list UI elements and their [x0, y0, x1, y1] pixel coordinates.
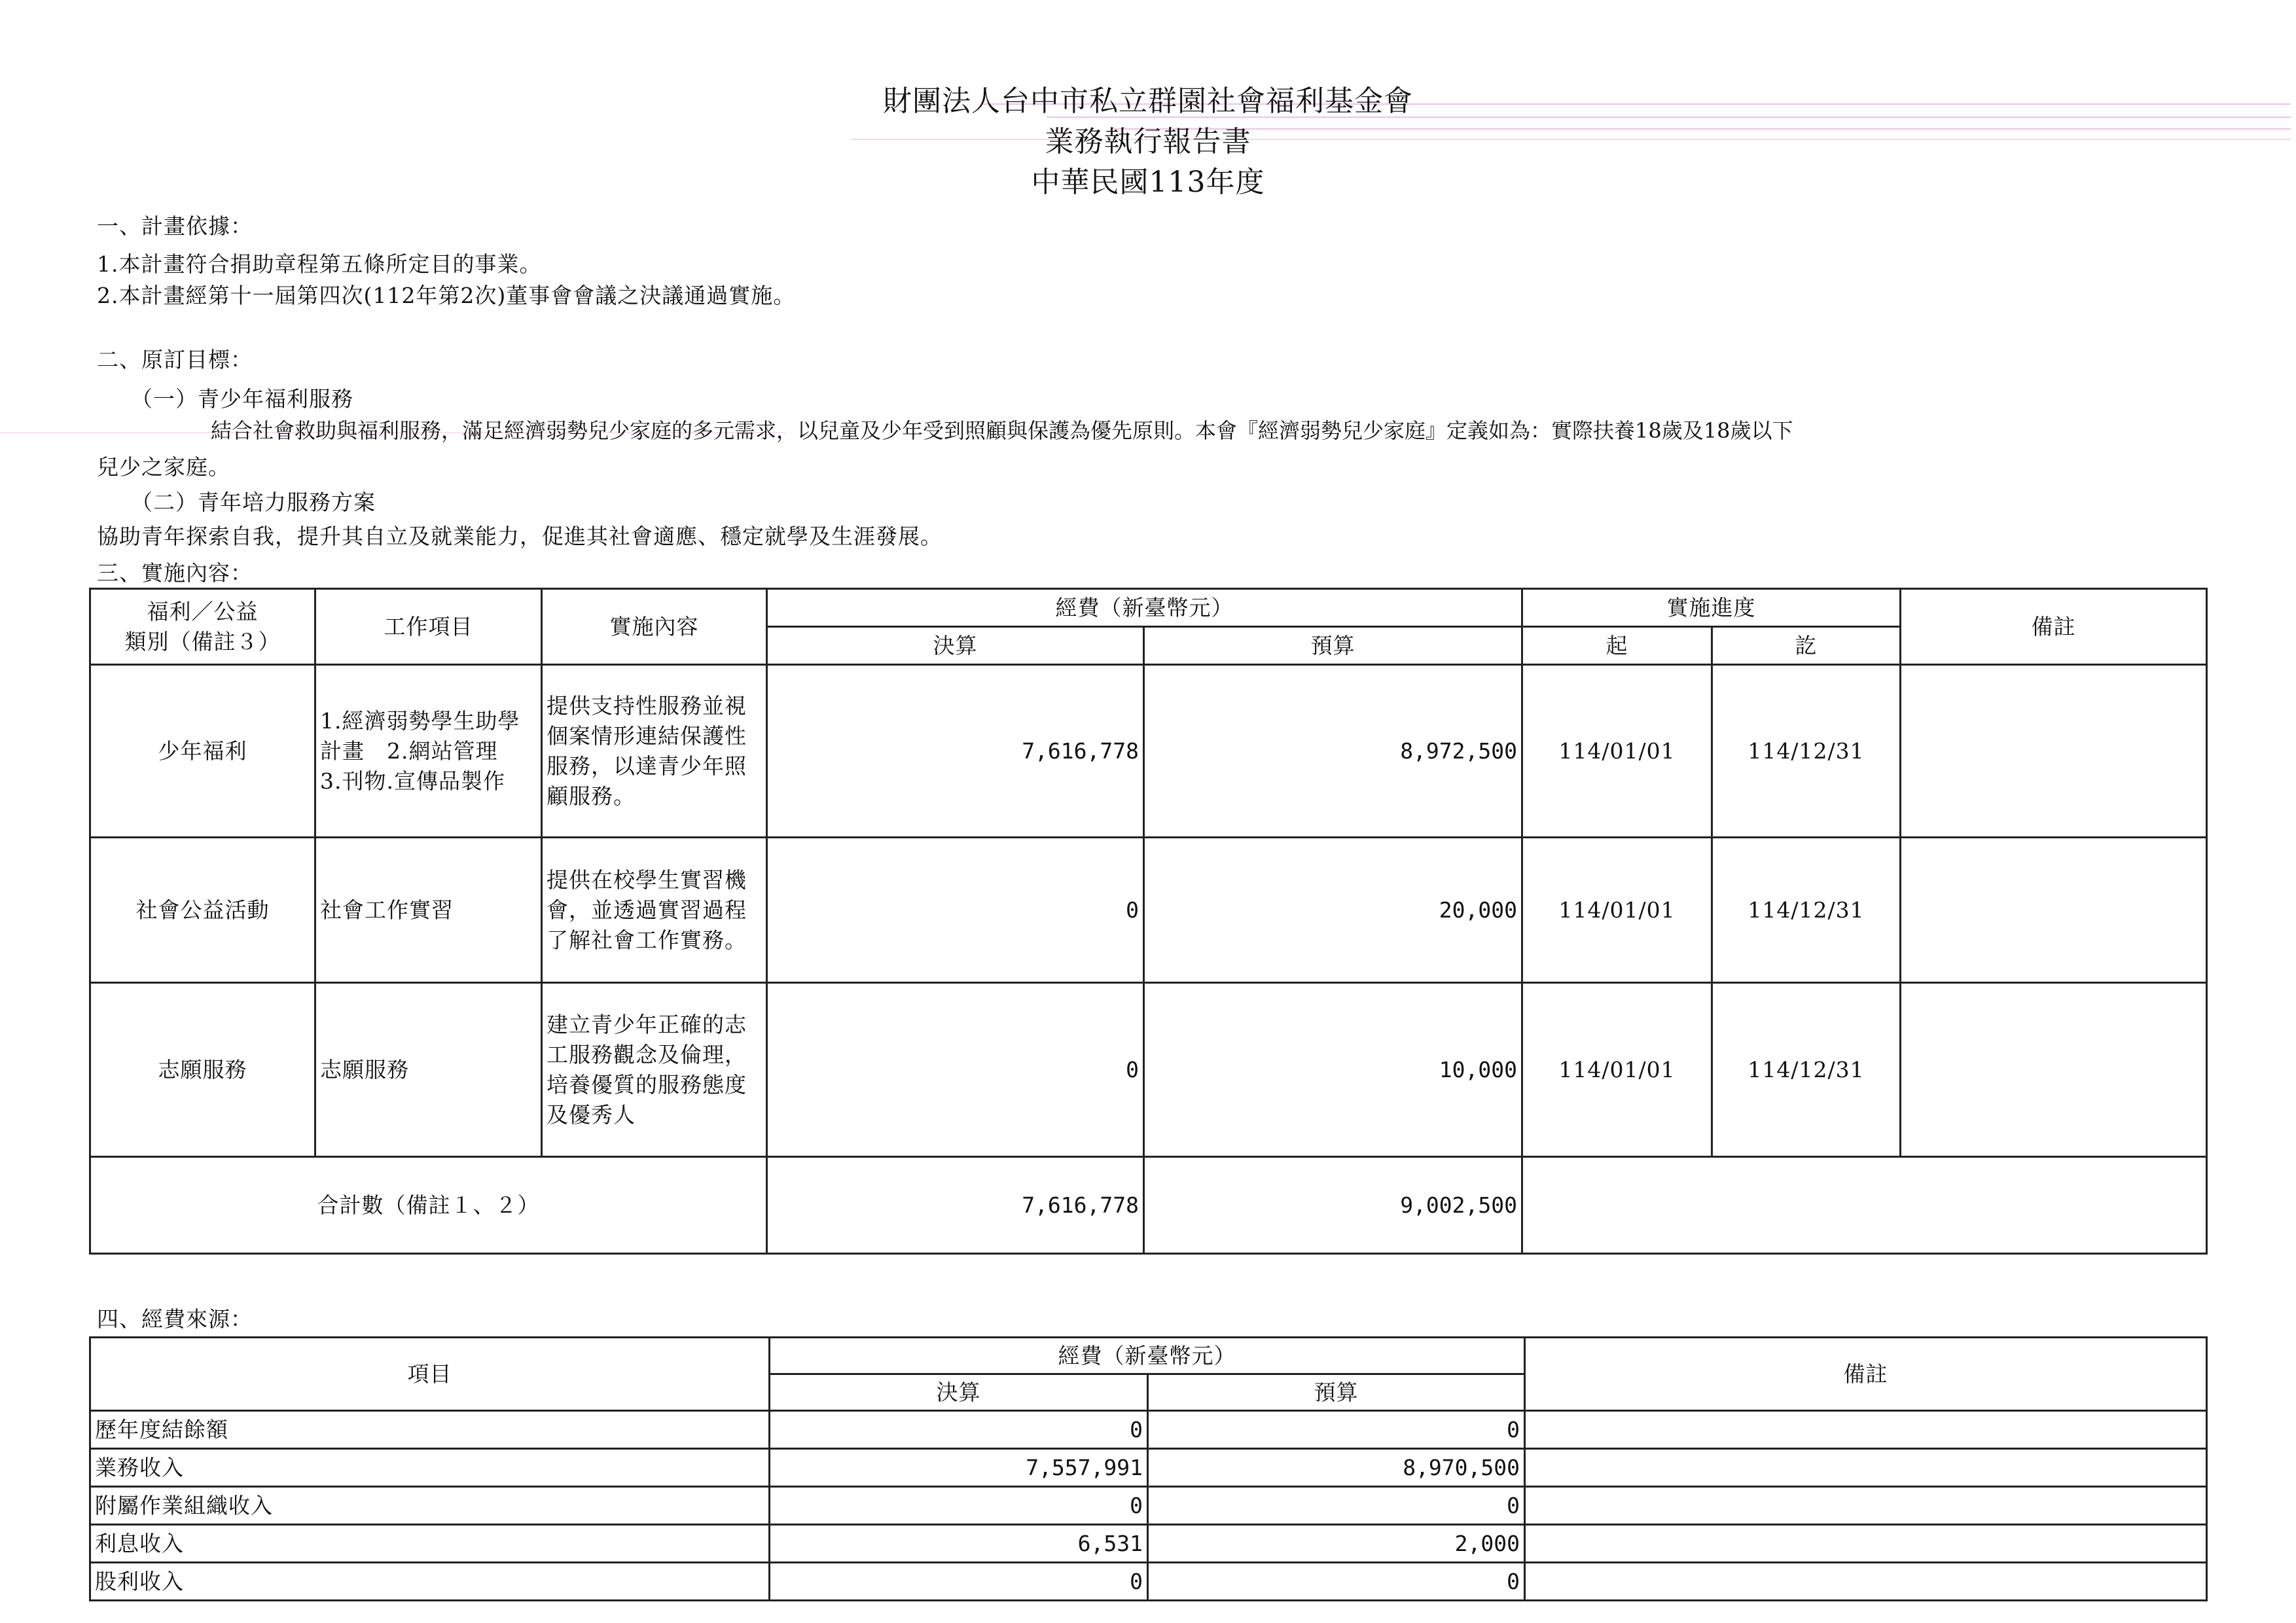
header-category-line1: 福利／公益 [147, 598, 259, 624]
table-row [90, 1449, 2207, 1487]
header-content: 實施內容 [542, 589, 767, 665]
section1-heading: 一、計畫依據： [97, 213, 253, 239]
header-start: 起 [1522, 627, 1712, 665]
cell-work: 1.經濟弱勢學生助學計畫 2.網站管理 3.刊物.宣傳品製作 [315, 665, 542, 838]
cell-budget: 0 [1148, 1487, 1525, 1525]
funding-header-funds: 經費（新臺幣元） [770, 1338, 1525, 1374]
cell-item: 利息收入 [90, 1525, 770, 1563]
report-year: 中華民國113年度 [1031, 166, 1265, 199]
cell-remarks [1525, 1449, 2207, 1487]
cell-work: 志願服務 [315, 983, 542, 1157]
table-row [90, 838, 2207, 983]
cell-actual: 0 [767, 838, 1144, 983]
cell-budget: 2,000 [1148, 1525, 1525, 1563]
funding-table [89, 1336, 2208, 1601]
cell-budget: 0 [1148, 1563, 1525, 1601]
cell-content: 提供在校學生實習機會，並透過實習過程了解社會工作實務。 [542, 838, 767, 983]
cell-end: 114/12/31 [1712, 838, 1901, 983]
section3-heading: 三、實施內容： [97, 560, 253, 586]
cell-actual: 6,531 [770, 1525, 1148, 1563]
cell-remarks [1901, 838, 2207, 983]
table-row [90, 665, 2207, 838]
table-total-row [90, 1157, 2207, 1254]
section1-item: 1.本計畫符合捐助章程第五條所定目的事業。 [97, 251, 542, 277]
section2-sub1-text-cont: 兒少之家庭。 [97, 454, 230, 480]
cell-end: 114/12/31 [1712, 665, 1901, 838]
cell-category: 少年福利 [90, 665, 315, 838]
cell-budget: 8,972,500 [1144, 665, 1522, 838]
cell-item: 歷年度結餘額 [90, 1411, 770, 1449]
cell-budget: 20,000 [1144, 838, 1522, 983]
header-work-item: 工作項目 [315, 589, 542, 665]
table-row [90, 1525, 2207, 1563]
funding-header-remarks: 備註 [1525, 1338, 2207, 1411]
cell-total-label: 合計數（備註１、２） [90, 1157, 767, 1254]
cell-actual: 0 [770, 1487, 1148, 1525]
cell-remarks [1901, 983, 2207, 1157]
header-budget: 預算 [1144, 627, 1522, 665]
header-end: 訖 [1712, 627, 1901, 665]
cell-budget: 0 [1148, 1411, 1525, 1449]
section2-sub2-title: （二）青年培力服務方案 [131, 490, 376, 515]
section1-item: 2.本計畫經第十一屆第四次(112年第2次)董事會會議之決議通過實施。 [97, 283, 796, 308]
section2-sub1-text: 結合社會救助與福利服務，滿足經濟弱勢兒少家庭的多元需求，以兒童及少年受到照顧與保護為優先原則。本會『經濟弱勢兒少家庭』定義如為：實際扶養18歲及18歲以下 [211, 418, 1793, 443]
cell-remarks [1525, 1525, 2207, 1563]
header-category [90, 589, 315, 665]
cell-budget: 8,970,500 [1148, 1449, 1525, 1487]
cell-remarks [1901, 665, 2207, 838]
table-row [90, 983, 2207, 1157]
cell-start: 114/01/01 [1522, 838, 1712, 983]
cell-work: 社會工作實習 [315, 838, 542, 983]
cell-content: 提供支持性服務並視個案情形連結保護性服務，以達青少年照顧服務。 [542, 665, 767, 838]
org-title: 財團法人台中市私立群園社會福利基金會 [883, 84, 1413, 118]
section2-sub1-title: （一）青少年福利服務 [131, 386, 353, 412]
cell-remarks [1525, 1563, 2207, 1601]
header-remarks: 備註 [1901, 589, 2207, 665]
cell-actual: 7,557,991 [770, 1449, 1148, 1487]
cell-item: 股利收入 [90, 1563, 770, 1601]
header-category-line2: 類別（備註３） [124, 628, 281, 654]
cell-remarks [1525, 1487, 2207, 1525]
funding-header-item: 項目 [90, 1338, 770, 1411]
cell-item: 業務收入 [90, 1449, 770, 1487]
funding-header-actual: 決算 [770, 1374, 1148, 1411]
cell-item: 附屬作業組織收入 [90, 1487, 770, 1525]
cell-category: 志願服務 [90, 983, 315, 1157]
cell-end: 114/12/31 [1712, 983, 1901, 1157]
table-row [90, 1563, 2207, 1601]
cell-actual: 0 [767, 983, 1144, 1157]
table-row [90, 1487, 2207, 1525]
cell-actual: 7,616,778 [767, 665, 1144, 838]
section2-sub2-text: 協助青年探索自我，提升其自立及就業能力，促進其社會適應、穩定就學及生涯發展。 [97, 524, 942, 549]
header-actual: 決算 [767, 627, 1144, 665]
header-funds: 經費（新臺幣元） [767, 589, 1522, 627]
cell-actual: 0 [770, 1563, 1148, 1601]
table-header-row [90, 589, 2207, 627]
cell-total-budget: 9,002,500 [1144, 1157, 1522, 1254]
cell-content: 建立青少年正確的志工服務觀念及倫理，培養優質的服務態度及優秀人 [542, 983, 767, 1157]
cell-total-remarks [1522, 1157, 2207, 1254]
cell-remarks [1525, 1411, 2207, 1449]
header-progress: 實施進度 [1522, 589, 1901, 627]
cell-budget: 10,000 [1144, 983, 1522, 1157]
cell-actual: 0 [770, 1411, 1148, 1449]
cell-start: 114/01/01 [1522, 983, 1712, 1157]
section4-heading: 四、經費來源： [97, 1306, 253, 1332]
cell-category: 社會公益活動 [90, 838, 315, 983]
implementation-table [89, 588, 2208, 1255]
cell-total-actual: 7,616,778 [767, 1157, 1144, 1254]
funding-header-row [90, 1338, 2207, 1374]
cell-start: 114/01/01 [1522, 665, 1712, 838]
section2-heading: 二、原訂目標： [97, 347, 253, 372]
table-row [90, 1411, 2207, 1449]
report-title: 業務執行報告書 [1045, 125, 1251, 158]
funding-header-budget: 預算 [1148, 1374, 1525, 1411]
